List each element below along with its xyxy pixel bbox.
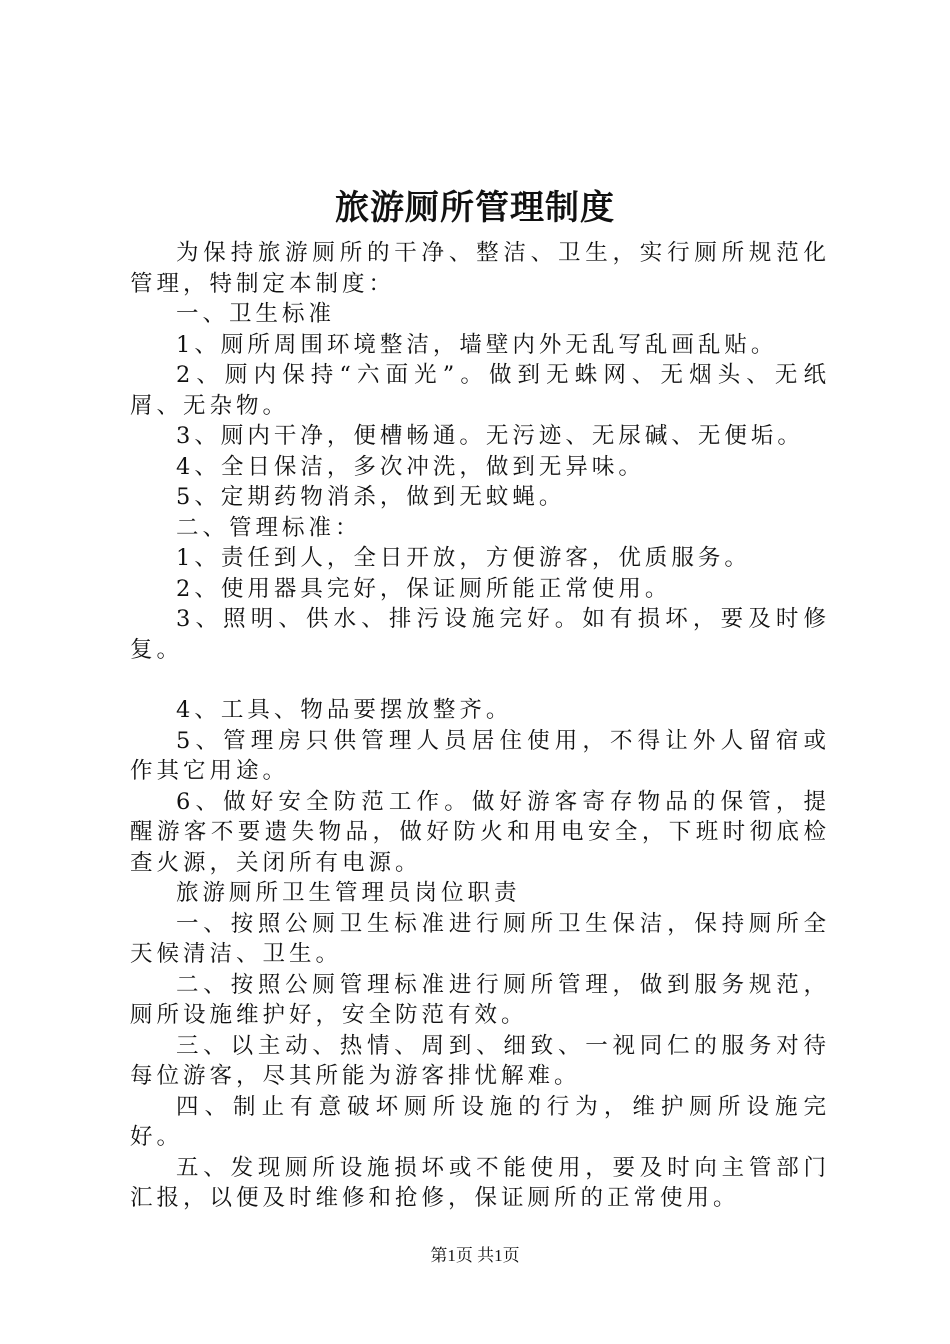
document-body <box>130 238 830 1214</box>
duty-item-4: 四、制止有意破坏厕所设施的行为，维护厕所设施完好。 <box>130 1093 830 1150</box>
document-title: 旅游厕所管理制度 <box>335 188 615 228</box>
management-item-1: 1、责任到人，全日开放，方便游客，优质服务。 <box>176 545 751 571</box>
duty-item-5: 五、发现厕所设施损坏或不能使用，要及时向主管部门汇报，以便及时维修和抢修，保证厕所的正常使用。 <box>130 1154 830 1211</box>
management-item-5: 5、管理房只供管理人员居住使用，不得让外人留宿或作其它用途。 <box>130 727 830 784</box>
hygiene-item-1: 1、厕所周围环境整洁，墙壁内外无乱写乱画乱贴。 <box>176 331 778 358</box>
hygiene-item-2: 2、厕内保持“六面光”。做到无蛛网、无烟头、无纸屑、无杂物。 <box>130 362 830 419</box>
duty-item-1: 一、按照公厕卫生标准进行厕所卫生保洁，保持厕所全天候清洁、卫生。 <box>130 910 830 967</box>
duty-item-2: 二、按照公厕管理标准进行厕所管理，做到服务规范，厕所设施维护好，安全防范有效。 <box>130 971 830 1028</box>
hygiene-item-5: 5、定期药物消杀，做到无蚊蝇。 <box>176 484 566 510</box>
section-heading-management: 二、管理标准： <box>176 514 362 541</box>
duty-item-3: 三、以主动、热情、周到、细致、一视同仁的服务对待每位游客，尽其所能为游客排忧解难。 <box>130 1032 830 1089</box>
blank-line <box>130 665 830 695</box>
management-item-4: 4、工具、物品要摆放整齐。 <box>176 697 513 723</box>
page-footer: 第1页 共1页 <box>430 1246 520 1265</box>
hygiene-item-4: 4、全日保洁，多次冲洗，做到无异味。 <box>176 453 645 480</box>
hygiene-item-3: 3、厕内干净，便槽畅通。无污迹、无尿碱、无便垢。 <box>176 423 804 449</box>
duties-heading: 旅游厕所卫生管理员岗位职责 <box>176 880 521 906</box>
management-item-6: 6、做好安全防范工作。做好游客寄存物品的保管，提醒游客不要遗失物品，做好防火和用电安全，下班时彻底检查火源，关闭所有电源。 <box>130 788 830 876</box>
management-item-2: 2、使用器具完好，保证厕所能正常使用。 <box>176 575 672 602</box>
management-item-3: 3、照明、供水、排污设施完好。如有损坏，要及时修复。 <box>130 606 830 663</box>
intro-paragraph: 为保持旅游厕所的干净、整洁、卫生，实行厕所规范化管理，特制定本制度： <box>130 240 830 297</box>
section-heading-hygiene: 一、卫生标准 <box>176 301 336 327</box>
